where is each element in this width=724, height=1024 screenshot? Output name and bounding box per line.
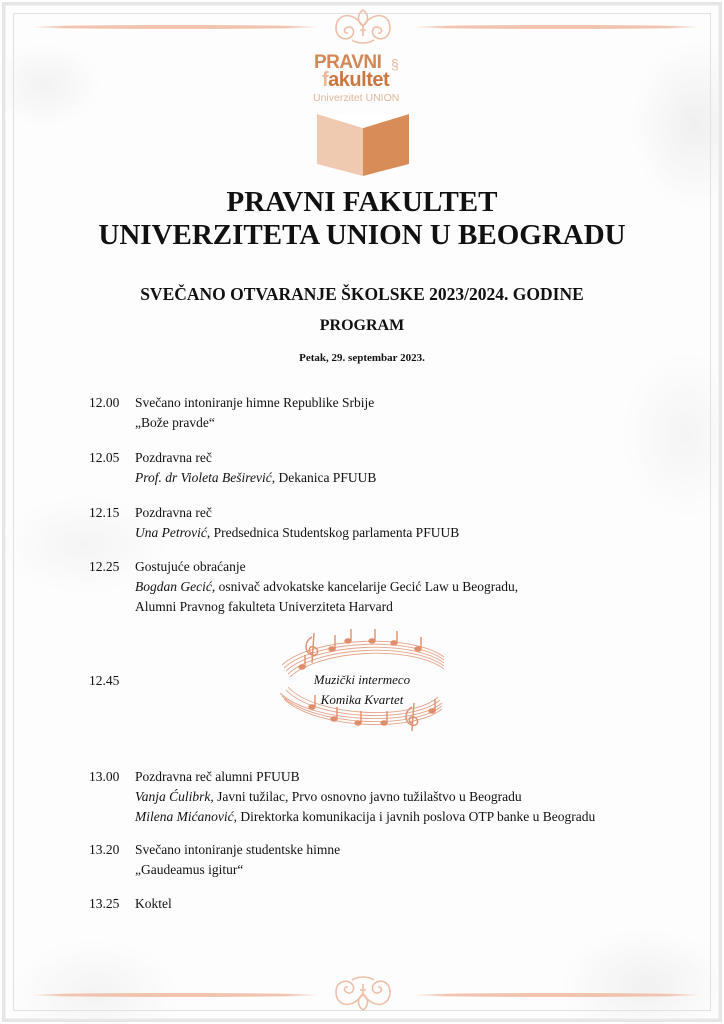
speaker-name: Bogdan Gecić <box>135 579 212 594</box>
speaker-role: , Direktorka komunikacija i javnih poslova OTP banke u Beogradu <box>233 809 596 824</box>
item-detail: Alumni Pravnog fakulteta Univerziteta Harvard <box>135 599 393 614</box>
item-detail <box>135 807 595 827</box>
music-title: Muzički intermeco <box>313 672 411 687</box>
ornament-line-left <box>30 25 320 29</box>
speaker-name: Prof. dr Violeta Beširević <box>135 470 272 485</box>
section-sign-icon: § <box>391 56 399 72</box>
ornament-line-right <box>412 25 702 29</box>
music-text <box>272 670 452 710</box>
bottom-ornament <box>0 974 724 1014</box>
logo-word-fakultet-rest: akultet <box>328 69 390 91</box>
logo-word-pravni: PRAVNI <box>314 52 382 73</box>
program-heading: PROGRAM <box>319 317 405 334</box>
music-performer: Komika Kvartet <box>320 692 404 707</box>
item-detail <box>135 468 376 488</box>
item-title: Svečano intoniranje himne Republike Srbije <box>135 395 375 410</box>
item-detail <box>135 523 459 543</box>
item-time: 12.45 <box>89 673 120 688</box>
item-time: 13.25 <box>89 896 120 911</box>
item-title: Gostujuće obraćanje <box>135 559 246 574</box>
ornament-line-left <box>30 993 320 997</box>
item-detail <box>135 787 595 807</box>
item-title: Pozdravna reč <box>135 505 212 520</box>
flourish-icon <box>330 6 396 46</box>
logo-letter-f: f <box>322 69 329 91</box>
item-title: Pozdravna reč <box>135 450 212 465</box>
top-ornament <box>0 6 724 46</box>
item-title: Pozdravna reč alumni PFUUB <box>135 769 300 784</box>
item-title: Koktel <box>135 896 172 911</box>
item-time: 13.20 <box>89 842 120 857</box>
event-subtitle: SVEČANO OTVARANJE ŠKOLSKE 2023/2024. GODINE <box>140 284 584 304</box>
item-detail: „Gaudeamus igitur“ <box>135 862 244 877</box>
event-date: Petak, 29. septembar 2023. <box>299 352 425 364</box>
music-intermezzo-badge <box>272 627 452 735</box>
ornament-line-right <box>412 993 702 997</box>
speaker-role: , osnivač advokatske kancelarije Gecić Law u Beogradu, <box>211 579 519 594</box>
speaker-role: , Predsednica Studentskog parlamenta PFUUB <box>206 525 460 540</box>
item-time: 12.05 <box>89 450 120 465</box>
title-line-2: UNIVERZITETA UNION U BEOGRADU <box>98 219 626 251</box>
logo-university-name: Univerzitet UNION <box>313 92 400 104</box>
speaker-name: Milena Mićanović <box>135 809 234 824</box>
item-time: 12.15 <box>89 505 120 520</box>
speaker-name: Una Petrović <box>135 525 207 540</box>
item-title: Svečano intoniranje studentske himne <box>135 842 341 857</box>
item-detail <box>135 577 518 597</box>
open-box-icon <box>317 114 409 176</box>
faculty-logo <box>300 52 424 178</box>
flourish-icon <box>330 974 396 1014</box>
page-title <box>0 186 724 252</box>
item-time: 12.00 <box>89 395 120 410</box>
speaker-name: Vanja Ćulibrk <box>135 789 211 804</box>
speaker-role: , Dekanica PFUUB <box>271 470 377 485</box>
item-time: 12.25 <box>89 559 120 574</box>
speaker-role: , Javni tužilac, Prvo osnovno javno tužilaštvo u Beogradu <box>210 789 522 804</box>
item-time: 13.00 <box>89 769 120 784</box>
item-detail: „Bože pravde“ <box>135 415 215 430</box>
title-line-1: PRAVNI FAKULTET <box>226 186 498 218</box>
logo-word-fakultet <box>322 69 389 92</box>
